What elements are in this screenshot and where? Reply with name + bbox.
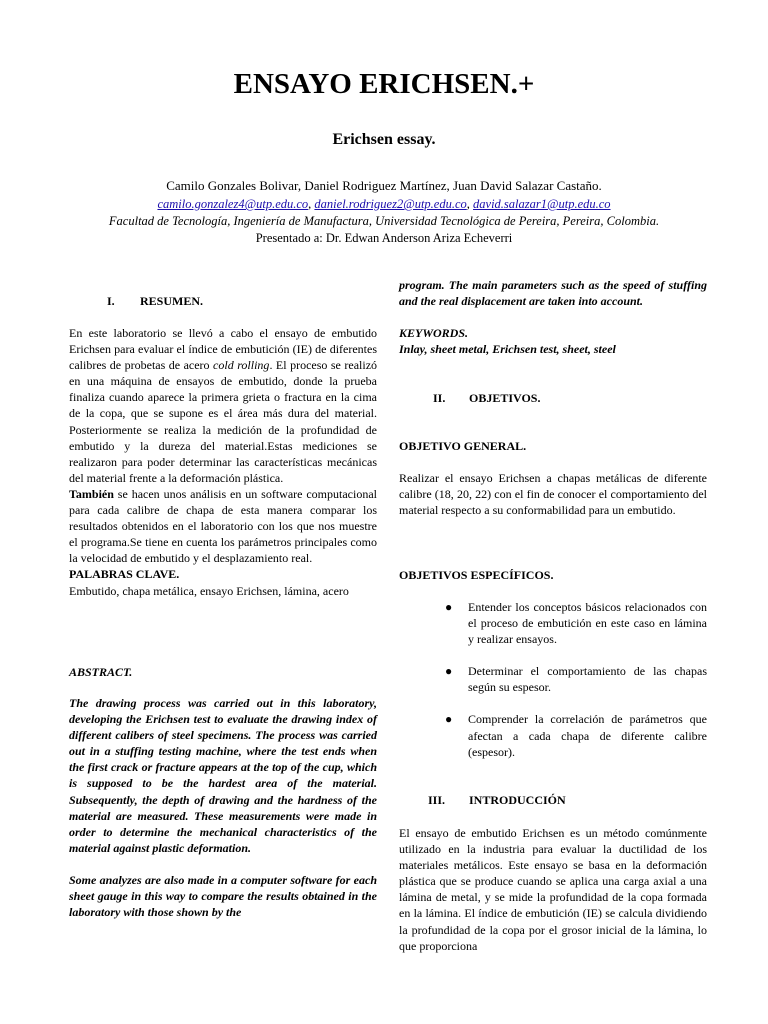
email-link-2[interactable]: daniel.rodriguez2@utp.edu.co (314, 197, 467, 211)
resumen-paragraph-2: También se hacen unos análisis en un software computacional para cada calibre de chapa de esta manera comparar los resultados obtenidos en el laboratorio con los que nos muestre el programa.Se tiene en cuenta los parámetros principales como la velocidad de embutido y el desplazamiento real. (69, 486, 377, 566)
bullet-icon: ● (445, 664, 453, 679)
email-separator: , (466, 197, 474, 211)
palabras-clave-text: Embutido, chapa metálica, ensayo Erichsen, lámina, acero (69, 583, 349, 598)
bullet-icon: ● (445, 712, 453, 727)
section-number: III. (428, 793, 446, 807)
palabras-clave-title: PALABRAS CLAVE. (69, 567, 180, 582)
objetivo-general-title: OBJETIVO GENERAL. (399, 439, 527, 453)
abstract-paragraph-1: The drawing process was carried out in this laboratory, developing the Erichsen test to evaluate the drawing index of different calibers of steel specimens. The process was carried out in a stuffing testing machine, where the test ends when the first crack or fracture appears at the top of the cup, which is supposed to be the hardest area of the material. Subsequently, the depth of drawing and the hardness of the material are measured. These measurements were made in order to determine the mechanical characteristics of the material against plastic deformation. (69, 696, 377, 855)
authors: Camilo Gonzales Bolivar, Daniel Rodriguez Martínez, Juan David Salazar Castaño. (166, 178, 602, 193)
objetivos-especificos-list (399, 599, 707, 760)
abstract-body (69, 695, 377, 920)
introduccion-text: El ensayo de embutido Erichsen es un método comúnmente utilizado en la industria para evaluar la ductilidad de los materiales metálicos. Este ensayo se basa en la deformación plástica que se produce cuando se aplica una carga axial a una lámina de metal, y se mide la profundidad de la copa formada en la lámina. El índice de embutición (IE) se calcula dividiendo la profundidad de la copa por el grosor inicial de la lámina, lo que proporciona (399, 826, 707, 953)
paper-title: ENSAYO ERICHSEN.+ (233, 68, 535, 100)
list-item: ● Comprender la correlación de parámetros que afectan a cada chapa de diferente calibre (espesor). (445, 712, 707, 759)
abstract-paragraph-2: Some analyzes are also made in a computer software for each sheet gauge in this way to compare the results obtained in the laboratory with those shown by the (69, 872, 377, 920)
keywords-block (399, 325, 707, 357)
abstract-title: ABSTRACT. (69, 665, 133, 679)
objetivo-general-text: Realizar el ensayo Erichsen a chapas metálicas de diferente calibre (18, 20, 22) con el fin de conocer el comportamiento del material respecto a su conformabilidad para un embutido. (399, 471, 707, 518)
list-item: ● Determinar el comportamiento de las chapas según su espesor. (445, 664, 707, 695)
resumen-paragraph-1: En este laboratorio se llevó a cabo el ensayo de embutido Erichsen para evaluar el índice de embutición (IE) de diferentes calibres de probetas de acero cold rolling. El proceso se realizó en una máquina de ensayos de embutido, donde la prueba finaliza cuando aparece la primera grieta o fractura en la cima de la copa, que se supone es el área más dura del material. Posteriormente se realiza la medición de la profundidad de embutido y la dureza del material.Estas mediciones se realizaron para poder determinar las características mecánicas del material frente a la deformación plástica. (69, 326, 378, 485)
section-heading-introduccion (428, 792, 648, 808)
resumen-body (69, 325, 377, 599)
author-emails (0, 196, 768, 212)
list-item: ● Entender los conceptos básicos relacionados con el proceso de embutición en este caso en lámina y realizar ensayos. (445, 600, 707, 647)
section-title: INTRODUCCIÓN (469, 793, 566, 807)
affiliation: Facultad de Tecnología, Ingeniería de Manufactura, Universidad Tecnológica de Pereira, Pereira, Colombia. (108, 214, 660, 228)
section-title: OBJETIVOS. (469, 391, 541, 405)
section-title: RESUMEN. (140, 294, 204, 308)
email-link-3[interactable]: david.salazar1@utp.edu.co (473, 197, 611, 211)
section-heading-resumen (107, 293, 307, 309)
keywords-title: KEYWORDS. (399, 326, 469, 340)
section-number: I. (107, 294, 115, 308)
email-link-1[interactable]: camilo.gonzalez4@utp.edu.co (157, 197, 309, 211)
keywords-text: Inlay, sheet metal, Erichsen test, sheet, steel (399, 342, 616, 357)
email-separator: , (308, 197, 315, 211)
section-heading-objetivos (433, 390, 633, 406)
term-cold-rolling: cold rolling (213, 358, 270, 373)
paper-subtitle: Erichsen essay. (332, 131, 436, 148)
section-number: II. (433, 391, 446, 405)
objetivos-especificos-title: OBJETIVOS ESPECÍFICOS. (399, 568, 554, 582)
bullet-icon: ● (445, 600, 453, 614)
presented-to: Presentado a: Dr. Edwan Anderson Ariza Echeverri (255, 231, 513, 245)
abstract-continuation: program. The main parameters such as the speed of stuffing and the real displacement are taken into account. (399, 278, 707, 309)
